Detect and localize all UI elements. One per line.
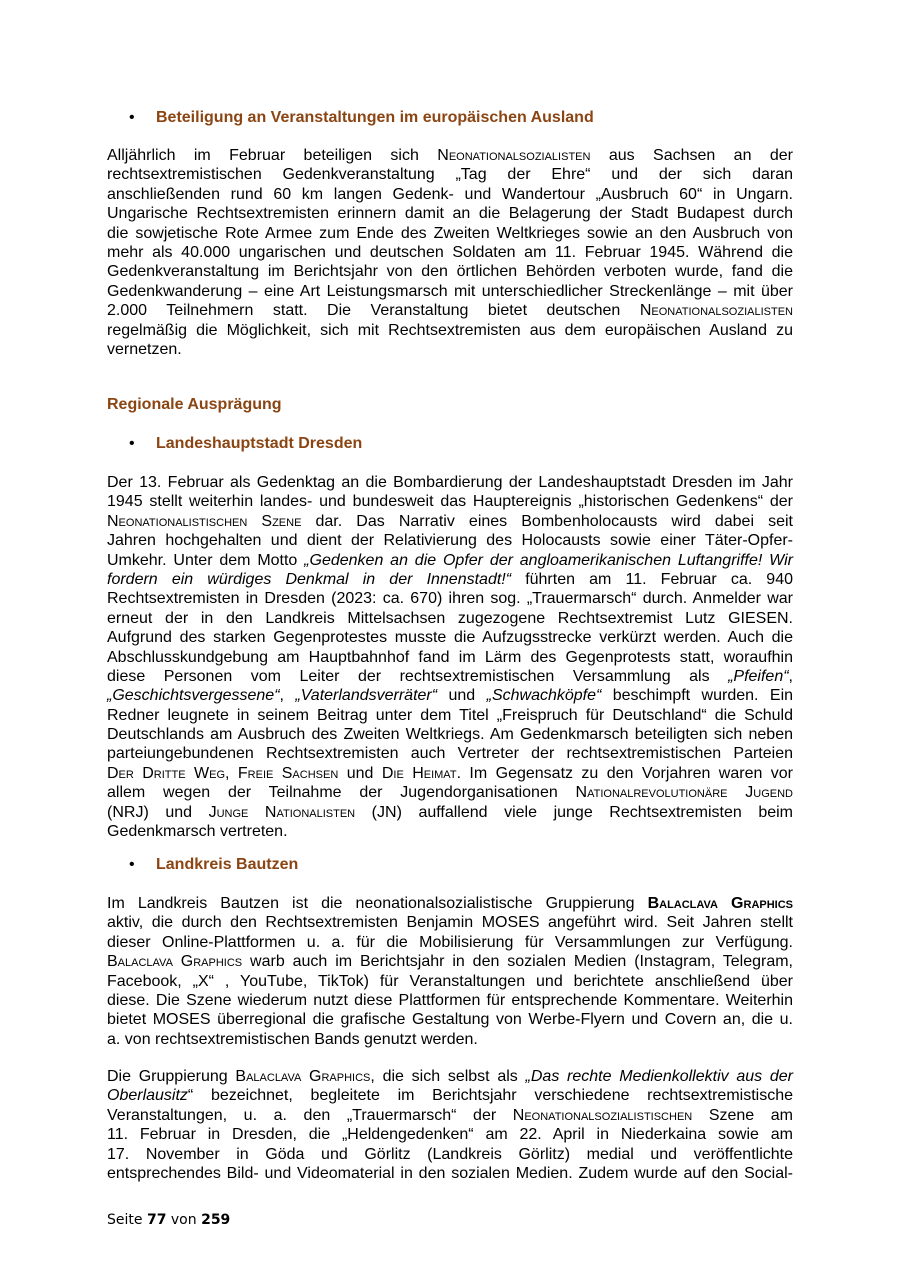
text-run: erneut der in den Landkreis Mittelsachsen zugezogene Rechtsextremist Lutz GIESEN. [107,609,793,627]
subsection-heading: Landeshauptstadt Dresden [156,435,363,452]
text-run: , die sich selbst als [370,1068,526,1085]
organization-name: Balaclava Graphics [647,895,794,912]
text-run: aktiv, die durch den Rechtsextremisten Benjamin MOSES angeführt wird. Seit Jahren stellt [107,914,793,932]
text-line [107,972,793,991]
text-run: Gedenkwanderung – eine Art Leistungsmarsch mit unterschiedlicher Streckenlänge – mit über [107,282,793,300]
section-heading: Beteiligung an Veranstaltungen im europäischen Ausland [156,109,594,126]
text-run: Gedenkveranstaltung im Berichtsjahr von den örtlichen Behörden verboten wurde, fand die [107,263,793,281]
organization-name: Junge Nationalisten [208,803,356,821]
organization-name: Freie Sachsen [237,764,339,782]
text-run: 17. November in Göda und Görlitz (Landkreis Görlitz) medial und veröffentlichte [107,1145,793,1163]
text-run: allem wegen der Teilnahme der Jugendorganisationen [107,784,576,802]
text-line [107,628,793,647]
text-run: 11. Februar in Dresden, die „Heldengedenken“ am 22. April in Niederkaina sowie am [107,1126,793,1144]
quoted-text: Oberlausitz [107,1087,188,1105]
paragraph-dresden [107,473,793,841]
text-run: Alljährlich im Februar beteiligen sich [107,147,438,164]
organization-name: Neonationalistischen Szene [107,512,302,530]
text-line [107,667,793,686]
page-footer [107,1212,230,1229]
text-run: dieser Online-Plattformen u. a. für die Mobilisierung für Versammlungen zur Verfügung. [107,933,793,951]
organization-name: Die Heimat [381,764,457,782]
text-line [107,243,793,262]
text-line [107,1067,793,1086]
text-run: (JN) auffallend viele junge Rechtsextremisten beim [355,803,793,821]
text-run: 1945 stellt weiterhin landes- und bundesweit das Hauptereignis „historischen Gedenkens“ der [107,493,793,511]
text-line [107,764,793,783]
quoted-text: „Geschichtsvergessene“ [107,687,280,705]
text-run: Aufgrund des starken Gegenprotestes musste die Aufzugsstrecke verkürzt werden. Auch die [107,629,793,647]
paragraph-bautzen-1 [107,894,793,1049]
text-line [107,146,793,165]
text-line [107,492,793,511]
text-line [107,744,793,763]
text-line [107,301,793,320]
text-line [107,1125,793,1144]
text-line [107,991,793,1010]
text-line [107,913,793,932]
footer-middle: von [170,1212,197,1228]
bullet-icon: • [129,856,135,873]
text-run: , [225,764,238,782]
text-run: Die Gruppierung [107,1068,236,1085]
text-run: und [338,764,382,782]
text-line [107,1086,793,1105]
text-line [107,1145,793,1164]
organization-name: Neonationalsozialistischen [512,1106,693,1124]
text-run: Veranstaltungen, u. a. den „Trauermarsch“ der [107,1106,513,1124]
text-run: Deutschlands am Ausbruch des Zweiten Weltkriegs. Am Gedenkmarsch beteiligten sich neben [107,726,793,744]
total-pages: 259 [201,1212,231,1228]
text-run: “ bezeichnet, begleitete im Berichtsjahr verschiedene rechtsextremistische [187,1087,793,1105]
text-line [107,570,793,589]
text-run: (NRJ) und [107,803,209,821]
text-line [107,1164,793,1183]
subsection-heading: Landkreis Bautzen [156,856,299,873]
text-run: rechtsextremistischen Gedenkveranstaltung „Tag der Ehre“ und der sich daran [107,166,793,184]
text-run: aus Sachsen an der [590,147,793,164]
quoted-text: „Das rechte Medienkollektiv aus der [525,1068,793,1085]
text-run: warb auch im Berichtsjahr in den sozialen Medien (Instagram, Telegram, [242,953,793,971]
text-line [107,1030,793,1049]
text-run: dar. Das Narrativ eines Bombenholocausts wird dabei seit [301,512,793,530]
text-line [107,282,793,301]
text-line [107,165,793,184]
text-run: , [788,667,793,685]
organization-name: Balaclava Graphics [107,953,243,971]
text-run: Szene am [692,1106,794,1124]
text-line [107,933,793,952]
text-line [107,224,793,243]
paragraph-ausland [107,146,793,359]
text-run: Ungarische Rechtsextremisten erinnern damit an die Belagerung der Stadt Budapest durch [107,205,793,223]
paragraph-bautzen-2 [107,1067,793,1183]
section-heading-regional: Regionale Ausprägung [107,396,282,413]
text-line [107,648,793,667]
text-run: anschließenden rund 60 km langen Gedenk- und Wandertour „Ausbruch 60“ in Ungarn. [107,185,793,203]
text-line [107,686,793,705]
text-run: Rechtsextremisten in Dresden (2023: ca. 670) ihren sog. „Trauermarsch“ durch. Anmelder war [107,590,793,608]
text-line [107,609,793,628]
text-run: führten am 11. Februar ca. 940 [511,570,793,588]
text-run: vernetzen. [107,340,182,358]
organization-name: Nationalrevolutionäre Jugend [575,784,794,802]
text-line [107,340,793,359]
text-run: entsprechendes Bild- und Videomaterial in den sozialen Medien. Zudem wurde auf den Social- [107,1164,793,1182]
text-run: Der 13. Februar als Gedenktag an die Bombardierung der Landeshauptstadt Dresden im Jahr [107,474,793,491]
quoted-text: „Schwachköpfe“ [486,687,602,705]
current-page-number: 77 [146,1212,167,1228]
text-run: a. von rechtsextremistischen Bands genutzt werden. [107,1030,478,1048]
organization-name: Neonationalsozialisten [437,147,591,164]
text-line [107,803,793,822]
bullet-icon: • [129,109,135,126]
text-line [107,321,793,340]
text-run: diese. Die Szene wiederum nutzt diese Plattformen für entsprechende Kommentare. Weiterhin [107,991,793,1009]
footer-prefix: Seite [107,1212,143,1228]
text-run: parteiungebundenen Rechtsextremisten auch Vertreter der rechtsextremistischen Parteien [107,745,793,763]
text-line [107,783,793,802]
text-line [107,473,793,492]
text-run: und [437,687,487,705]
text-run: regelmäßig die Möglichkeit, sich mit Rechtsextremisten aus dem europäischen Ausland zu [107,321,793,339]
text-line [107,262,793,281]
organization-name: Balaclava Graphics [235,1068,371,1085]
text-run: die sowjetische Rote Armee zum Ende des Zweiten Weltkrieges sowie an den Ausbruch von [107,224,793,242]
text-run: Umkehr. Unter dem Motto [107,551,305,569]
text-line [107,531,793,550]
quoted-text: „Vaterlandsverräter“ [295,687,438,705]
text-run: Redner leugnete in seinem Beitrag unter dem Titel „Freispruch für Deutschland“ die Schuld [107,706,793,724]
text-run: Abschlusskundgebung am Hauptbahnhof fand im Lärm des Gegenprotests statt, woraufhin [107,648,793,666]
text-run: Facebook, „X“ , YouTube, TikTok) für Veranstaltungen und berichtete anschließend über [107,972,793,990]
text-line [107,822,793,841]
text-line [107,952,793,971]
text-run: bietet MOSES überregional die grafische Gestaltung von Werbe-Flyern und Covern an, die u. [107,1011,793,1029]
quoted-text: „Gedenken an die Opfer der angloamerikanischen Luftangriffe! Wir [304,551,793,569]
text-run: , [279,687,296,705]
text-line [107,894,793,913]
text-run: 2.000 Teilnehmern statt. Die Veranstaltung bietet deutschen [107,302,640,320]
text-run: Gedenkmarsch vertreten. [107,823,288,841]
text-run: . Im Gegensatz zu den Vorjahren waren vor [456,764,794,782]
text-run: Jahren hochgehalten und dient der Relativierung des Holocausts sowie einer Täter-Opfer- [107,532,793,550]
text-line [107,204,793,223]
organization-name: Der Dritte Weg [107,764,226,782]
text-line [107,1010,793,1029]
text-run: diese Personen vom Leiter der rechtsextremistischen Versammlung als [107,667,729,685]
text-line [107,551,793,570]
text-run: beschimpft wurden. Ein [601,687,794,705]
text-line [107,185,793,204]
text-line [107,512,793,531]
text-run: mehr als 40.000 ungarischen und deutschen Soldaten am 11. Februar 1945. Während die [107,243,793,261]
text-line [107,725,793,744]
quoted-text: „Pfeifen“ [728,667,789,685]
text-line [107,1106,793,1125]
text-line [107,589,793,608]
bullet-icon: • [129,435,135,452]
quoted-text: fordern ein würdiges Denkmal in der Innenstadt!“ [107,570,512,588]
text-run: Im Landkreis Bautzen ist die neonationalsozialistische Gruppierung [107,895,648,912]
text-line [107,706,793,725]
organization-name: Neonationalsozialisten [639,302,793,320]
